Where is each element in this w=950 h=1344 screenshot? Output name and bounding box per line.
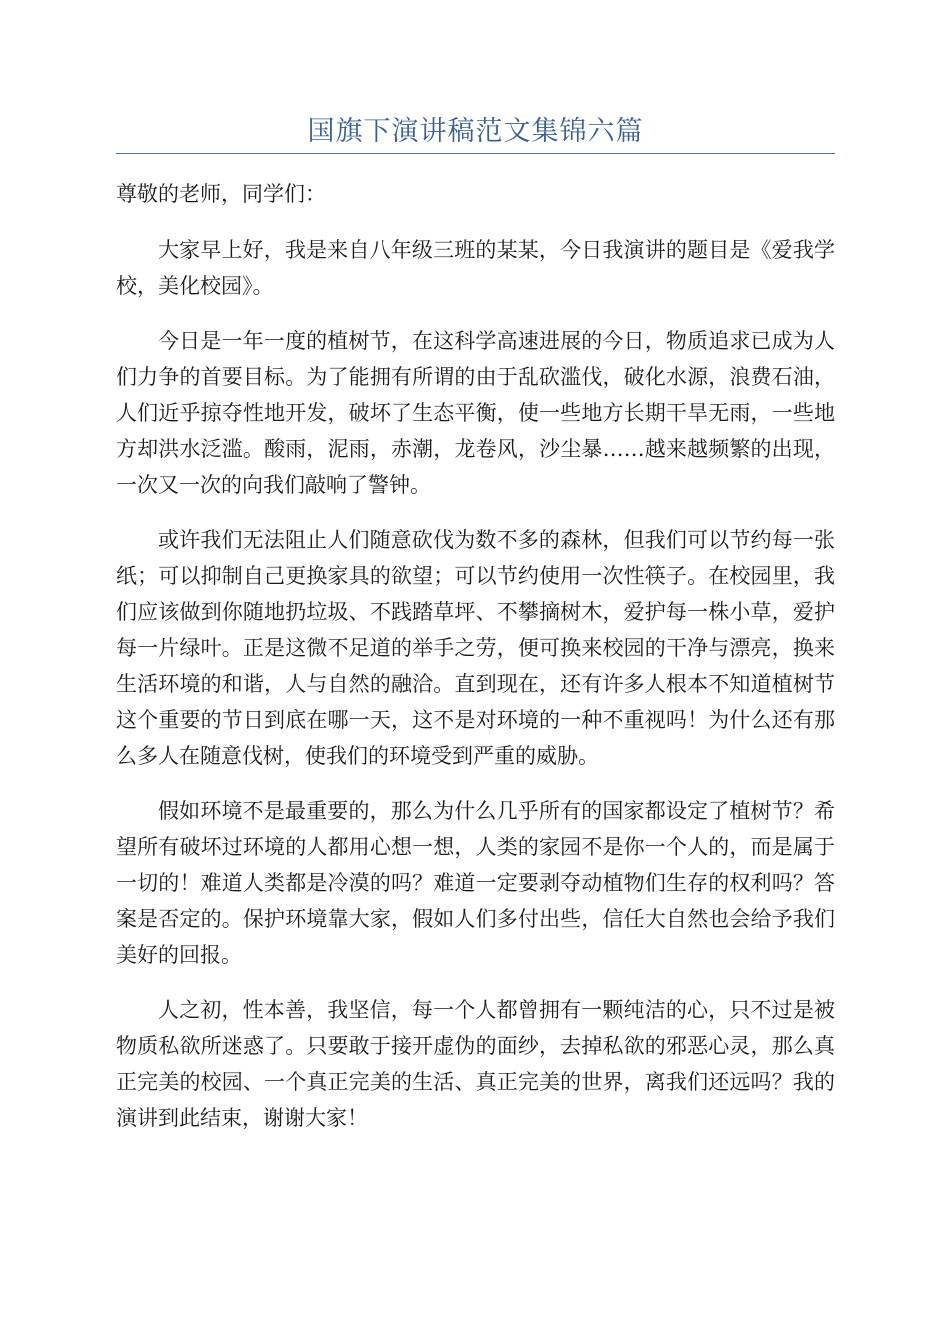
document-body bbox=[116, 176, 835, 1155]
title-underline bbox=[116, 153, 835, 154]
paragraph-4: 假如环境不是最重要的，那么为什么几乎所有的国家都设定了植树节？希望所有破坏过环境的人都用心想一想，人类的家园不是你一个人的，而是属于一切的！难道人类都是冷漠的吗？难道一定要剥夺动植物们生存的权利吗？答案是否定的。保护环境靠大家，假如人们多付出些，信任大自然也会给予我们美好的回报。 bbox=[116, 799, 835, 967]
paragraph-1: 大家早上好，我是来自八年级三班的某某，今日我演讲的题目是《爱我学校，美化校园》。 bbox=[116, 238, 835, 298]
paragraph-3: 或许我们无法阻止人们随意砍伐为数不多的森林，但我们可以节约每一张纸；可以抑制自己更换家具的欲望；可以节约使用一次性筷子。在校园里，我们应该做到你随地扔垃圾、不践踏草坪、不攀摘树木，爱护每一株小草，爱护每一片绿叶。正是这微不足道的举手之劳，便可换来校园的干净与漂亮，换来生活环境的和谐，人与自然的融洽。直到现在，还有许多人根本不知道植树节这个重要的节日到底在哪一天，这不是对环境的一种不重视吗！为什么还有那么多人在随意伐树，使我们的环境受到严重的威胁。 bbox=[116, 528, 835, 768]
salutation: 尊敬的老师，同学们： bbox=[116, 182, 326, 206]
paragraph-5: 人之初，性本善，我坚信，每一个人都曾拥有一颗纯洁的心，只不过是被物质私欲所迷惑了。只要敢于接开虚伪的面纱，去掉私欲的邪恶心灵，那么真正完美的校园、一个真正完美的生活、真正完美的世界，离我们还远吗？我的演讲到此结束，谢谢大家！ bbox=[116, 998, 835, 1130]
document-title: 国旗下演讲稿范文集锦六篇 bbox=[307, 116, 644, 147]
paragraph-2: 今日是一年一度的植树节，在这科学高速进展的今日，物质追求已成为人们力争的首要目标。为了能拥有所谓的由于乱砍滥伐，破化水源，浪费石油，人们近乎掠夺性地开发，破坏了生态平衡，使一些地方长期干旱无雨，一些地方却洪水泛滥。酸雨，泥雨，赤潮，龙卷风，沙尘暴……越来越频繁的出现，一次又一次的向我们敲响了警钟。 bbox=[116, 329, 835, 497]
